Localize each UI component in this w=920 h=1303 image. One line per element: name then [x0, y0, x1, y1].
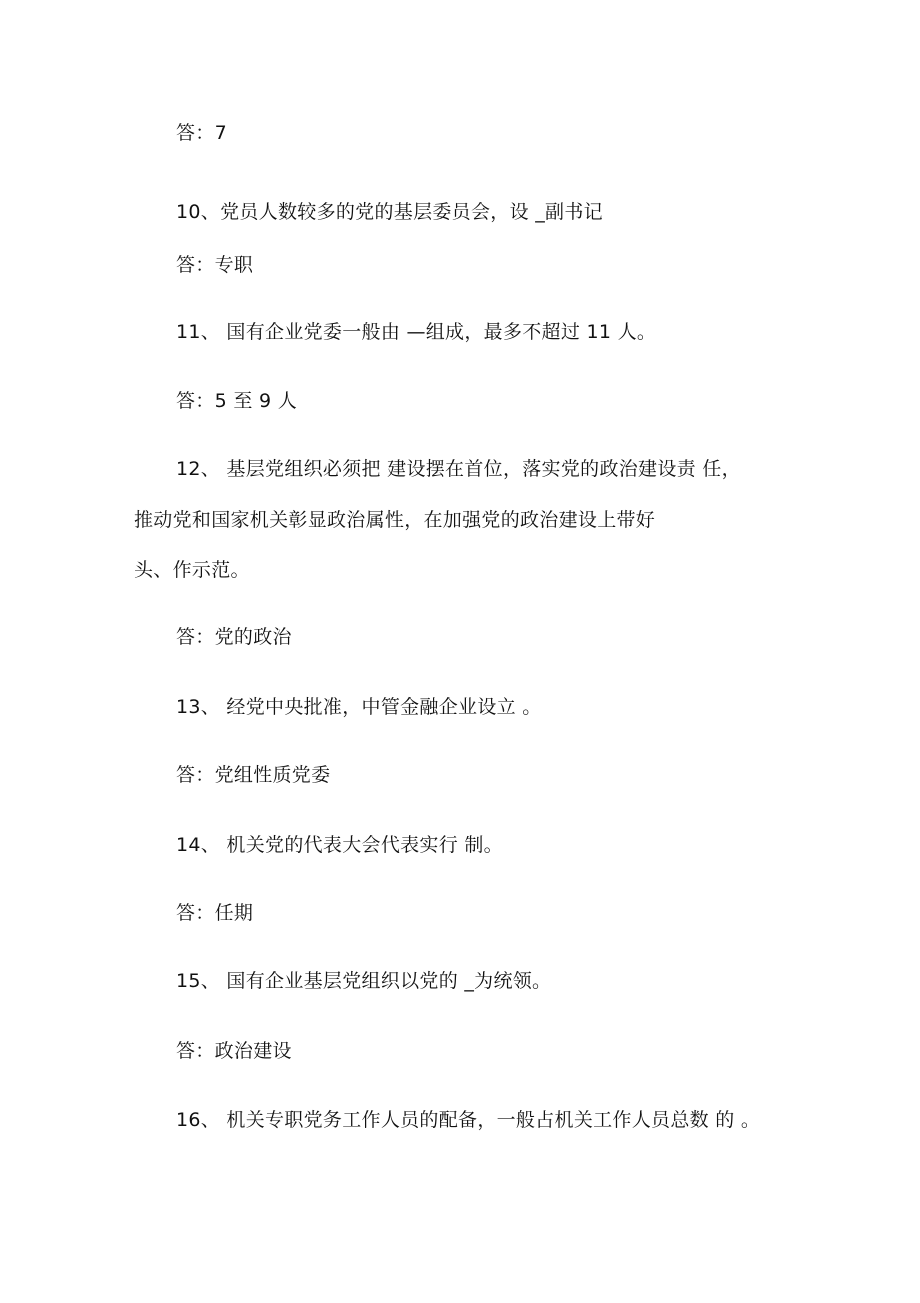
- question-10: 10、党员人数较多的党的基层委员会，设 _副书记: [176, 201, 603, 223]
- question-16: 16、 机关专职党务工作人员的配备，一般占机关工作人员总数 的 。: [176, 1109, 761, 1131]
- answer-11: 答：5 至 9 人: [176, 390, 297, 412]
- question-13: 13、 经党中央批准，中管金融企业设立 。: [176, 696, 542, 718]
- answer-15: 答：政治建设: [176, 1040, 292, 1062]
- answer-12: 答：党的政治: [176, 626, 292, 648]
- question-14: 14、 机关党的代表大会代表实行 制。: [176, 834, 503, 856]
- question-11: 11、 国有企业党委一般由 —组成，最多不超过 11 人。: [176, 321, 657, 343]
- question-15: 15、 国有企业基层党组织以党的 _为统领。: [176, 970, 552, 992]
- question-12-line-2: 推动党和国家机关彰显政治属性，在加强党的政治建设上带好: [134, 509, 656, 531]
- answer-10: 答：专职: [176, 254, 254, 276]
- question-12-line-3: 头、作示范。: [134, 559, 250, 581]
- answer-13: 答：党组性质党委: [176, 764, 331, 786]
- question-12-line-1: 12、 基层党组织必须把 建设摆在首位，落实党的政治建设责 任，: [176, 458, 741, 480]
- answer-9: 答：7: [176, 122, 227, 144]
- answer-14: 答：任期: [176, 902, 254, 924]
